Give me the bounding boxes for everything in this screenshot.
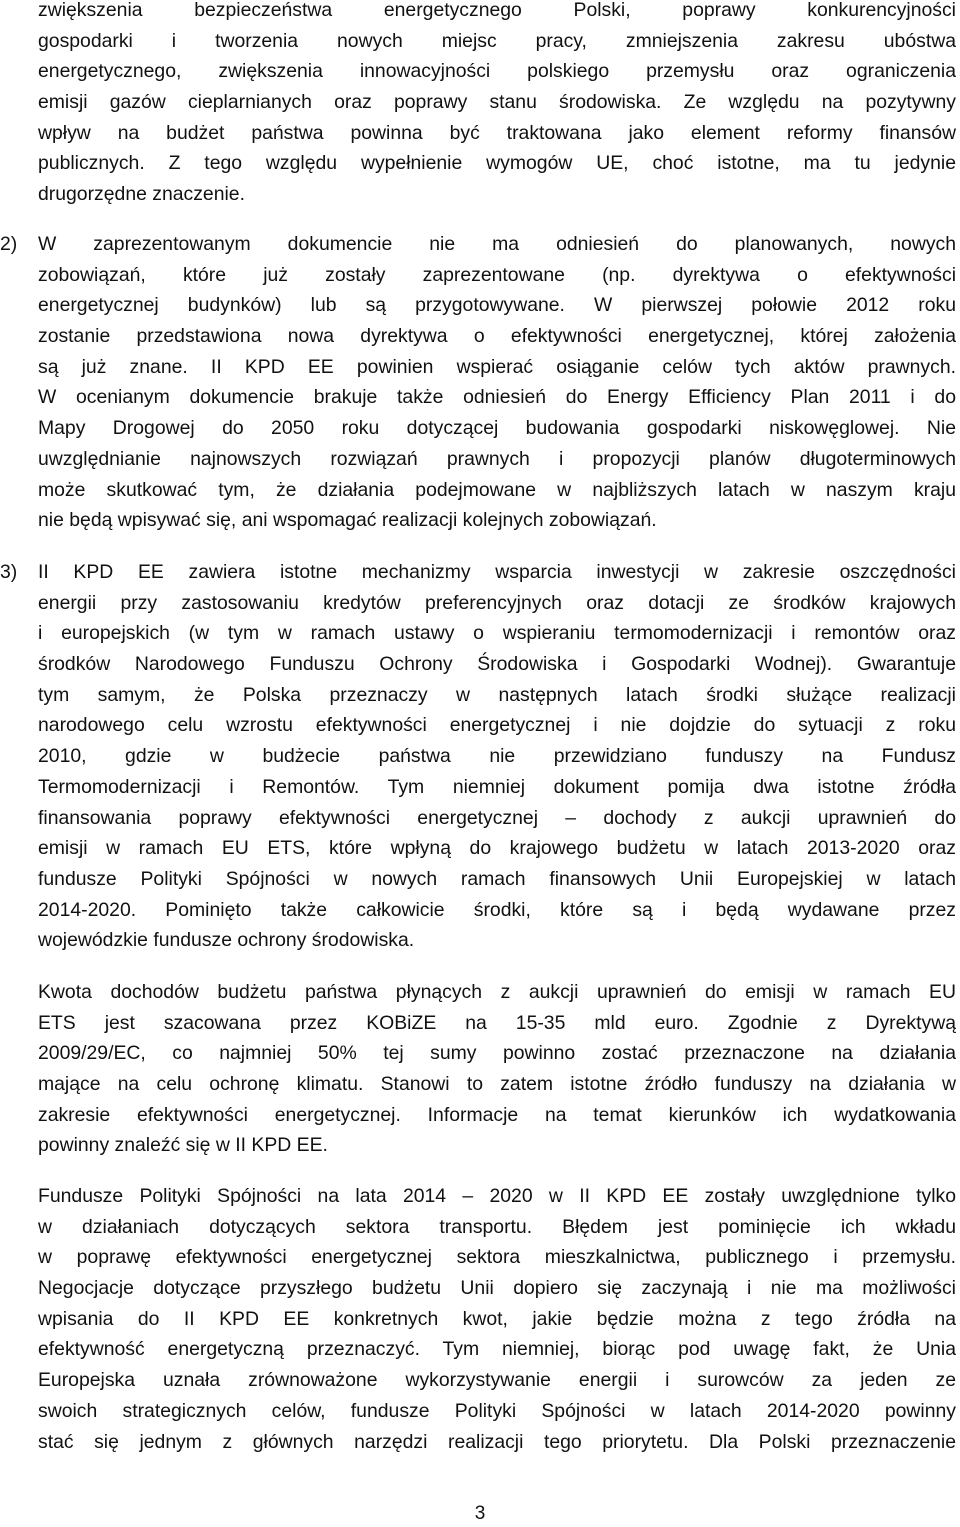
text-line: może skutkować tym, że działania podejmowane w najbliższych latach w naszym kraju — [38, 478, 956, 501]
text-line: i europejskich (w tym w ramach ustawy o wspieraniu termomodernizacji i remontów oraz — [38, 622, 956, 645]
text-line: energetycznego, zwiększenia innowacyjności polskiego przemysłu oraz ograniczenia — [38, 60, 956, 83]
paragraph-kwota — [38, 977, 956, 1161]
text-line: emisji gazów cieplarnianych oraz poprawy stanu środowiska. Ze względu na pozytywny — [38, 91, 956, 114]
text-line: zostanie przedstawiona nowa dyrektywa o efektywności energetycznej, której założenia — [38, 325, 956, 348]
text-line: 2014-2020. Pominięto także całkowicie środki, które są i będą wydawane przez — [38, 898, 956, 921]
text-line: nie będą wpisywać się, ani wspomagać realizacji kolejnych zobowiązań. — [38, 509, 657, 532]
text-line: są już znane. II KPD EE powinien wspierać osiąganie celów tych aktów prawnych. — [38, 355, 956, 378]
text-line: mające na celu ochronę klimatu. Stanowi to zatem istotne źródło funduszy na działania w — [38, 1073, 956, 1096]
text-line: drugorzędne znaczenie. — [38, 183, 245, 206]
text-line: wpływ na budżet państwa powinna być traktowana jako element reformy finansów — [38, 121, 956, 144]
text-line: energetycznej budynków) lub są przygotowywane. W pierwszej połowie 2012 roku — [38, 294, 956, 317]
text-line: Mapy Drogowej do 2050 roku dotyczącej budowania gospodarki niskowęglowej. Nie — [38, 417, 956, 440]
text-line: wojewódzkie fundusze ochrony środowiska. — [38, 929, 415, 952]
paragraph-top — [38, 0, 956, 210]
text-line: 2009/29/EC, co najmniej 50% tej sumy powinno zostać przeznaczone na działania — [38, 1042, 956, 1065]
list-item-3 — [0, 557, 956, 956]
page-number: 3 — [474, 1503, 486, 1524]
text-line: finansowania poprawy efektywności energetycznej – dochody z aukcji uprawnień do — [38, 806, 956, 829]
list-item-number: 3) — [0, 561, 18, 583]
text-line: wpisania do II KPD EE konkretnych kwot, jakie będzie można z tego źródła na — [38, 1307, 956, 1330]
text-line: efektywność energetyczną przeznaczyć. Tym niemniej, biorąc pod uwagę fakt, że Unia — [38, 1338, 956, 1361]
text-line: ETS jest szacowana przez KOBiZE na 15-35 mld euro. Zgodnie z Dyrektywą — [38, 1011, 956, 1034]
text-line: energii przy zastosowaniu kredytów preferencyjnych oraz dotacji ze środków krajowych — [38, 591, 956, 614]
text-line: zakresie efektywności energetycznej. Informacje na temat kierunków ich wydatkowania — [38, 1103, 956, 1126]
text-line: fundusze Polityki Spójności w nowych ramach finansowych Unii Europejskiej w latach — [38, 867, 956, 890]
text-line: uwzględnianie najnowszych rozwiązań prawnych i propozycji planów długoterminowych — [38, 447, 956, 470]
text-line: Fundusze Polityki Spójności na lata 2014 – 2020 w II KPD EE zostały uwzględnione tylko — [38, 1185, 956, 1207]
text-line: W ocenianym dokumencie brakuje także odniesień do Energy Efficiency Plan 2011 i do — [38, 386, 956, 409]
text-line: w poprawę efektywności energetycznej sektora mieszkalnictwa, publicznego i przemysłu. — [38, 1246, 956, 1269]
paragraph-fundusze — [38, 1181, 956, 1457]
text-line: 2010, gdzie w budżecie państwa nie przewidziano funduszy na Fundusz — [38, 745, 956, 768]
text-line: Termomodernizacji i Remontów. Tym niemniej dokument pomija dwa istotne źródła — [38, 775, 956, 798]
text-line: publicznych. Z tego względu wypełnienie wymogów UE, choć istotne, ma tu jedynie — [38, 152, 956, 175]
text-line: Kwota dochodów budżetu państwa płynących z aukcji uprawnień do emisji w ramach EU — [38, 981, 956, 1003]
text-line: zwiększenia bezpieczeństwa energetycznego Polski, poprawy konkurencyjności — [38, 0, 956, 21]
text-line: Negocjacje dotyczące przyszłego budżetu Unii dopiero się zaczynają i nie ma możliwości — [38, 1277, 956, 1300]
text-line: Europejska uznała zrównoważone wykorzystywanie energii i surowców za jeden ze — [38, 1369, 956, 1392]
list-item-2 — [0, 229, 956, 536]
text-line: emisji w ramach EU ETS, które wpłyną do krajowego budżetu w latach 2013-2020 oraz — [38, 837, 956, 860]
text-line: powinny znaleźć się w II KPD EE. — [38, 1134, 328, 1157]
list-item-number: 2) — [0, 233, 18, 255]
text-line: środków Narodowego Funduszu Ochrony Środowiska i Gospodarki Wodnej). Gwarantuje — [38, 653, 956, 676]
text-line: gospodarki i tworzenia nowych miejsc pracy, zmniejszenia zakresu ubóstwa — [38, 29, 956, 52]
text-line: swoich strategicznych celów, fundusze Polityki Spójności w latach 2014-2020 powinny — [38, 1399, 956, 1422]
text-line: tym samym, że Polska przeznaczy w następnych latach środki służące realizacji — [38, 683, 956, 706]
text-line: zobowiązań, które już zostały zaprezentowane (np. dyrektywa o efektywności — [38, 263, 956, 286]
text-line: narodowego celu wzrostu efektywności energetycznej i nie dojdzie do sytuacji z roku — [38, 714, 956, 737]
text-line: II KPD EE zawiera istotne mechanizmy wsparcia inwestycji w zakresie oszczędności — [38, 561, 956, 583]
text-line: stać się jednym z głównych narzędzi realizacji tego priorytetu. Dla Polski przeznaczenie — [38, 1430, 956, 1453]
text-line: w działaniach dotyczących sektora transportu. Błędem jest pominięcie ich wkładu — [38, 1215, 956, 1238]
text-line: W zaprezentowanym dokumencie nie ma odniesień do planowanych, nowych — [38, 233, 956, 255]
